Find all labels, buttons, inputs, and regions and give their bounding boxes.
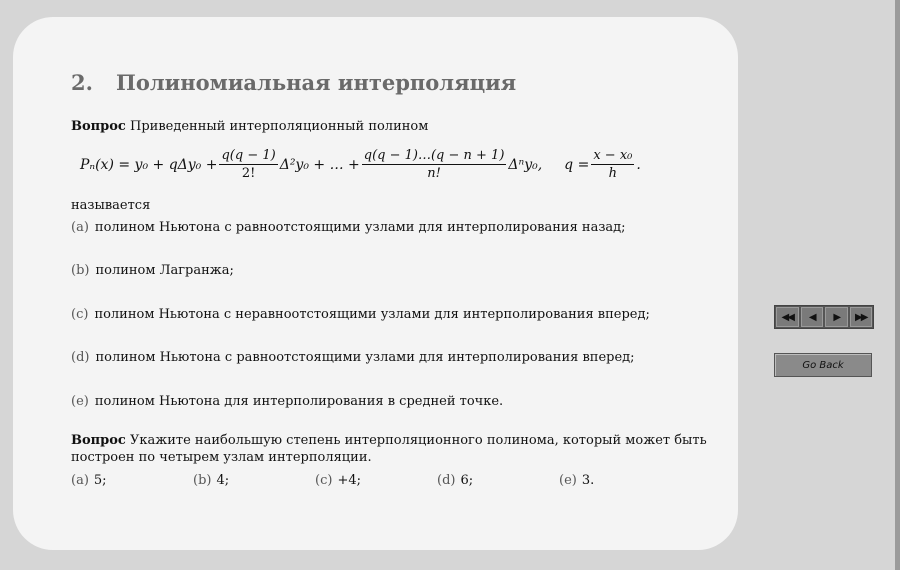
question-1-text: Приведенный интерполяционный полином xyxy=(130,119,429,134)
answer-label: (b) xyxy=(193,473,212,488)
answer-label: (c) xyxy=(315,473,333,488)
option-text: полином Ньютона с равноотстоящими узлами для интерполирования вперед; xyxy=(95,350,635,365)
answer-label: (d) xyxy=(437,473,456,488)
question-2 xyxy=(71,432,711,466)
answer-label: (a) xyxy=(71,473,89,488)
question-1 xyxy=(71,119,428,134)
formula-q-eq: q = xyxy=(564,156,590,173)
fraction-2-numerator: q(q − 1)…(q − n + 1) xyxy=(363,148,505,163)
question-1-option-d[interactable] xyxy=(71,350,635,365)
question-1-option-e[interactable] xyxy=(71,394,503,409)
fraction-1-denominator: 2! xyxy=(241,166,256,181)
answer-text: 6; xyxy=(460,473,474,488)
go-back-button[interactable]: Go Back xyxy=(774,353,872,377)
question-2-answer-a[interactable] xyxy=(71,473,107,488)
fraction-3-numerator: x − x₀ xyxy=(593,148,633,163)
question-2-text: Укажите наибольшую степень интерполяционного полинома, который может быть построен по четырем узлам интерполяции. xyxy=(71,433,707,465)
answer-text: +4; xyxy=(337,473,361,488)
answer-label: (e) xyxy=(559,473,577,488)
fraction-1-numerator: q(q − 1) xyxy=(221,148,276,163)
formula-fraction-3 xyxy=(591,148,634,181)
previous-page-icon[interactable]: ◀ xyxy=(801,307,824,327)
navigation-bar xyxy=(774,305,874,329)
window-edge xyxy=(895,0,900,570)
formula-lhs: Pₙ(x) = y₀ + qΔy₀ + xyxy=(80,156,218,173)
fraction-2-denominator: n! xyxy=(427,166,441,181)
section-title xyxy=(71,70,516,95)
interpolation-formula xyxy=(80,148,641,181)
section-number: 2. xyxy=(71,70,93,95)
option-label: (b) xyxy=(71,263,90,278)
question-1-option-a[interactable] xyxy=(71,220,626,235)
question-2-answer-b[interactable] xyxy=(193,473,229,488)
option-text: полином Ньютона для интерполирования в средней точке. xyxy=(94,394,504,409)
fraction-3-denominator: h xyxy=(608,166,618,181)
first-page-icon[interactable]: ◀◀ xyxy=(776,307,799,327)
next-page-icon[interactable]: ▶ xyxy=(825,307,848,327)
formula-fraction-1 xyxy=(219,148,277,181)
option-label: (e) xyxy=(71,394,89,409)
formula-tail: Δⁿy₀, xyxy=(508,156,543,173)
called-text: называется xyxy=(71,198,151,213)
formula-fraction-2 xyxy=(362,148,507,181)
slide-panel xyxy=(13,17,738,550)
formula-mid: Δ²y₀ + … + xyxy=(279,156,360,173)
option-label: (d) xyxy=(71,350,90,365)
option-text: полином Ньютона с неравноотстоящими узлами для интерполирования вперед; xyxy=(94,307,650,322)
question-2-answer-d[interactable] xyxy=(437,473,473,488)
question-2-label: Вопрос xyxy=(71,433,126,448)
question-1-option-c[interactable] xyxy=(71,307,650,322)
answer-text: 4; xyxy=(216,473,230,488)
section-title-text: Полиномиальная интерполяция xyxy=(116,70,517,95)
answer-text: 5; xyxy=(93,473,107,488)
question-1-option-b[interactable] xyxy=(71,263,234,278)
option-label: (a) xyxy=(71,220,89,235)
option-text: полином Лагранжа; xyxy=(95,263,234,278)
answer-text: 3. xyxy=(581,473,595,488)
option-text: полином Ньютона с равноотстоящими узлами для интерполирования назад; xyxy=(94,220,626,235)
question-1-label: Вопрос xyxy=(71,119,126,134)
last-page-icon[interactable]: ▶▶ xyxy=(850,307,873,327)
option-label: (c) xyxy=(71,307,89,322)
formula-end: . xyxy=(636,156,641,173)
question-2-answer-e[interactable] xyxy=(559,473,594,488)
question-2-answer-c[interactable] xyxy=(315,473,361,488)
